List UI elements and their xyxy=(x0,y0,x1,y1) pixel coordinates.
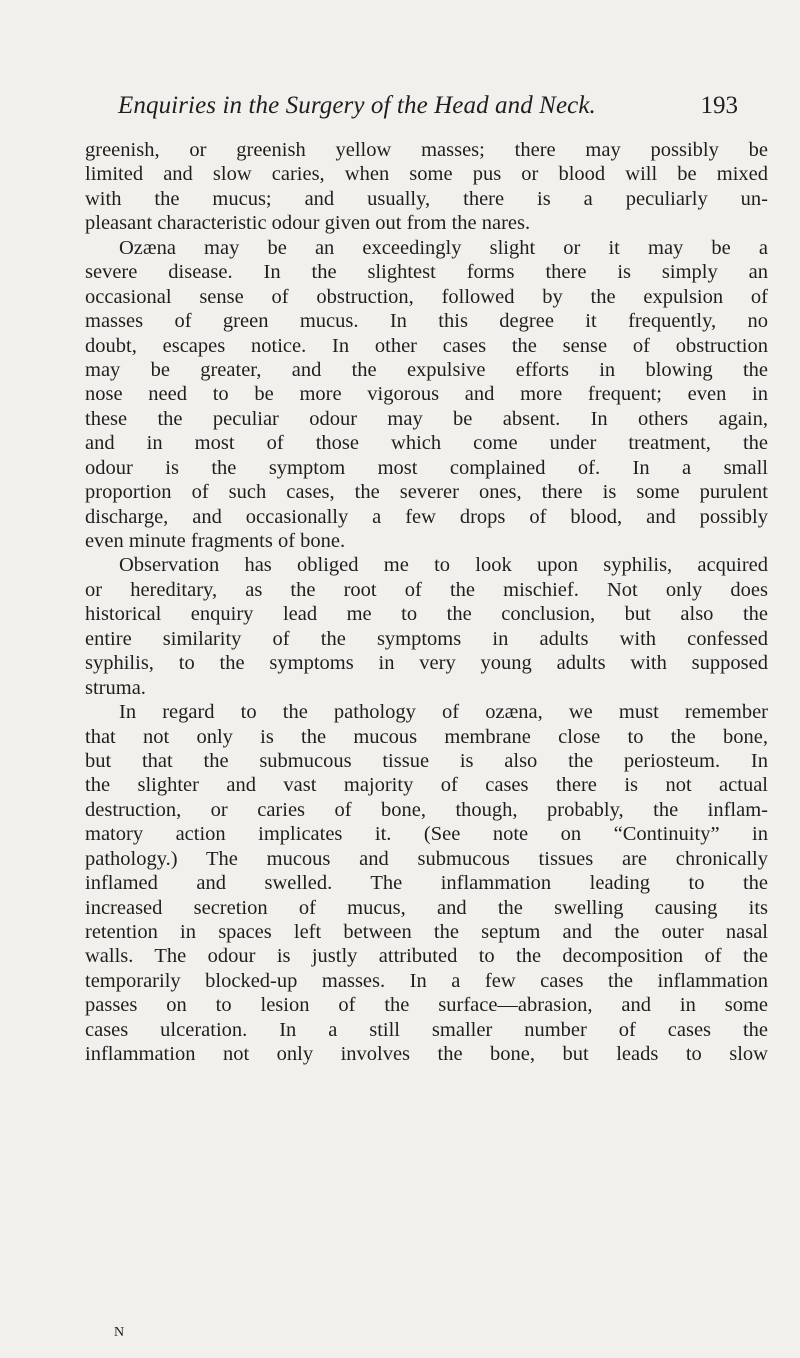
text-line: destruction, or caries of bone, though, probably, the inflam- xyxy=(85,798,768,821)
text-line: doubt, escapes notice. In other cases the sense of obstruction xyxy=(85,334,768,357)
text-line: these the peculiar odour may be absent. In others again, xyxy=(85,407,768,430)
text-line: and in most of those which come under treatment, the xyxy=(85,432,768,455)
body-text xyxy=(85,138,768,1067)
text-line: inflamed and swelled. The inflammation leading to the xyxy=(85,872,768,895)
running-title: Enquiries in the Surgery of the Head and Neck. xyxy=(118,92,596,119)
text-line: severe disease. In the slightest forms there is simply an xyxy=(85,261,768,284)
text-line: even minute fragments of bone. xyxy=(85,530,346,552)
text-line: greenish, or greenish yellow masses; there may possibly be xyxy=(85,139,768,161)
text-line: retention in spaces left between the septum and the outer nasal xyxy=(85,921,768,943)
text-line: Observation has obliged me to look upon syphilis, acquired xyxy=(119,554,768,577)
page-number: 193 xyxy=(700,92,738,119)
text-line: cases ulceration. In a still smaller number of cases the xyxy=(85,1018,768,1041)
signature-mark: N xyxy=(114,1325,125,1340)
text-line: passes on to lesion of the surface—abrasion, and in some xyxy=(85,994,768,1017)
text-line: proportion of such cases, the severer ones, there is some purulent xyxy=(85,481,768,504)
text-line: pleasant characteristic odour given out from the nares. xyxy=(85,212,531,235)
text-line: temporarily blocked-up masses. In a few cases the inflammation xyxy=(85,969,768,992)
text-line: historical enquiry lead me to the conclusion, but also the xyxy=(85,603,768,626)
text-line: Ozæna may be an exceedingly slight or it may be a xyxy=(119,236,768,259)
text-line: occasional sense of obstruction, followed by the expulsion of xyxy=(85,285,768,308)
text-line: struma. xyxy=(85,676,146,699)
text-line: walls. The odour is justly attributed to the decomposition of the xyxy=(85,945,768,968)
text-line: or hereditary, as the root of the mischief. Not only does xyxy=(85,578,768,601)
text-line: the slighter and vast majority of cases there is not actual xyxy=(85,774,768,797)
text-line: nose need to be more vigorous and more frequent; even in xyxy=(85,383,768,406)
text-line: odour is the symptom most complained of. In a small xyxy=(85,456,768,479)
text-line: entire similarity of the symptoms in adults with confessed xyxy=(85,627,768,650)
text-line: limited and slow caries, when some pus or blood will be mixed xyxy=(85,163,768,186)
text-line: discharge, and occasionally a few drops of blood, and possibly xyxy=(85,505,768,528)
text-line: pathology.) The mucous and submucous tissues are chronically xyxy=(85,847,768,870)
running-head xyxy=(118,92,738,126)
text-line: may be greater, and the expulsive efforts in blowing the xyxy=(85,358,768,381)
text-line: inflammation not only involves the bone, but leads to slow xyxy=(85,1043,768,1066)
text-line: with the mucus; and usually, there is a peculiarly un- xyxy=(85,187,768,210)
text-line: that not only is the mucous membrane close to the bone, xyxy=(85,725,768,748)
text-line: matory action implicates it. (See note on “Continuity” in xyxy=(85,823,768,846)
text-line: increased secretion of mucus, and the swelling causing its xyxy=(85,896,768,919)
text-line: In regard to the pathology of ozæna, we must remember xyxy=(119,701,768,724)
text-line: masses of green mucus. In this degree it frequently, no xyxy=(85,310,768,333)
text-line: syphilis, to the symptoms in very young adults with supposed xyxy=(85,652,768,675)
text-line: but that the submucous tissue is also the periosteum. In xyxy=(85,749,768,772)
